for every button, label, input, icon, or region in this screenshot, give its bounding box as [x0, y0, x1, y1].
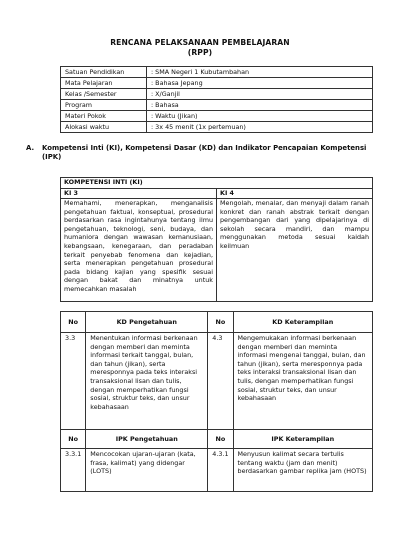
- kd-no-header: No: [208, 312, 233, 333]
- identity-value: : SMA Negeri 1 Kubutambahan: [147, 67, 373, 78]
- table-row: [61, 100, 373, 111]
- table-row: [61, 89, 373, 100]
- kd-number: 3.3: [61, 333, 86, 430]
- table-row: [61, 449, 373, 492]
- identity-value: : Bahasa: [147, 100, 373, 111]
- kd-number: 4.3: [208, 333, 233, 430]
- identity-value: : 3x 45 menit (1x pertemuan): [147, 122, 373, 133]
- ipk-keterampilan-header: IPK Keterampilan: [233, 430, 372, 449]
- ipk-pengetahuan-header: IPK Pengetahuan: [86, 430, 208, 449]
- table-row: [61, 178, 373, 189]
- kd-no-header: No: [61, 312, 86, 333]
- identity-label: Mata Pelajaran: [61, 78, 147, 89]
- document-title: RENCANA PELAKSANAAN PEMBELAJARAN: [110, 38, 290, 47]
- kd-keterampilan-header: KD Keterampilan: [233, 312, 372, 333]
- ipk-pengetahuan-text: Mencocokan ujaran-ujaran (kata, frasa, kalimat) yang didengar (LOTS): [86, 449, 208, 492]
- identity-label: Program: [61, 100, 147, 111]
- identity-label: Satuan Pendidikan: [61, 67, 147, 78]
- section-a-heading: [26, 144, 372, 162]
- identity-table: [60, 66, 373, 133]
- ipk-no-header: No: [61, 430, 86, 449]
- identity-label: Kelas /Semester: [61, 89, 147, 100]
- ipk-number: 4.3.1: [208, 449, 233, 492]
- ki4-header: KI 4: [217, 189, 373, 199]
- section-number: A.: [26, 144, 35, 152]
- kd-pengetahuan-text: Menentukan informasi berkenaan dengan memberi dan meminta informasi terkait tanggal, bulan, dan tahun (jikan), serta meresponnya pada teks interaksi transaksional lisan dan tulis, dengan memperhatikan fungsi sosial, struktur teks, dan unsur kebahasaan: [86, 333, 208, 430]
- ipk-number: 3.3.1: [61, 449, 86, 492]
- identity-label: Materi Pokok: [61, 111, 147, 122]
- kd-keterampilan-text: Mengemukakan informasi berkenaan dengan memberi dan meminta informasi mengenai tanggal, bulan, dan tahun (jikan), serta meresponnya pada teks interaksi transaksional lisan dan tulis, dengan memperhatikan fungsi sosial, struktur teks, dan unsur kebahasaan: [233, 333, 372, 430]
- document-subtitle: (RPP): [187, 48, 213, 57]
- table-row: [61, 189, 373, 199]
- ki3-content: Memahami, menerapkan, menganalisis pengetahuan faktual, konseptual, prosedural berdasarkan rasa ingintahunya tentang ilmu pengetahuan, teknologi, seni, budaya, dan humaniora dengan wawasan kemanusiaan, kebangsaan, kenegaraan, dan peradaban terkait penyebab fenomena dan kejadian, serta menerapkan pengetahuan prosedural pada bidang kajian yang spesifik sesuai dengan bakat dan minatnya untuk memecahkan masalah: [61, 199, 217, 302]
- table-row: [61, 199, 373, 302]
- table-row: [61, 430, 373, 449]
- ipk-keterampilan-text: Menyusun kalimat secara tertulis tentang waktu (jam dan menit) berdasarkan gambar replika jam (HOTS): [233, 449, 372, 492]
- table-row: [61, 122, 373, 133]
- table-row: [61, 333, 373, 430]
- table-row: [61, 312, 373, 333]
- ki-table: [60, 177, 373, 302]
- identity-value: : Bahasa Jepang: [147, 78, 373, 89]
- identity-value: : X/Ganjil: [147, 89, 373, 100]
- table-row: [61, 111, 373, 122]
- ki3-header: KI 3: [61, 189, 217, 199]
- ki4-content: Mengolah, menalar, dan menyaji dalam ranah konkret dan ranah abstrak terkait dengan pengembangan dari yang dipelajarinya di sekolah secara mandiri, dan mampu menggunakan metoda sesuai kaidah keilmuan: [217, 199, 373, 302]
- ki-table-header: KOMPETENSI INTI (KI): [61, 178, 373, 189]
- identity-value: : Waktu (Jikan): [147, 111, 373, 122]
- table-row: [61, 67, 373, 78]
- ipk-no-header: No: [208, 430, 233, 449]
- kd-pengetahuan-header: KD Pengetahuan: [86, 312, 208, 333]
- kd-table: [60, 311, 373, 492]
- identity-label: Alokasi waktu: [61, 122, 147, 133]
- table-row: [61, 78, 373, 89]
- section-title: Kompetensi Inti (KI), Kompetensi Dasar (KD) dan Indikator Pencapaian Kompetensi (IPK): [42, 144, 367, 161]
